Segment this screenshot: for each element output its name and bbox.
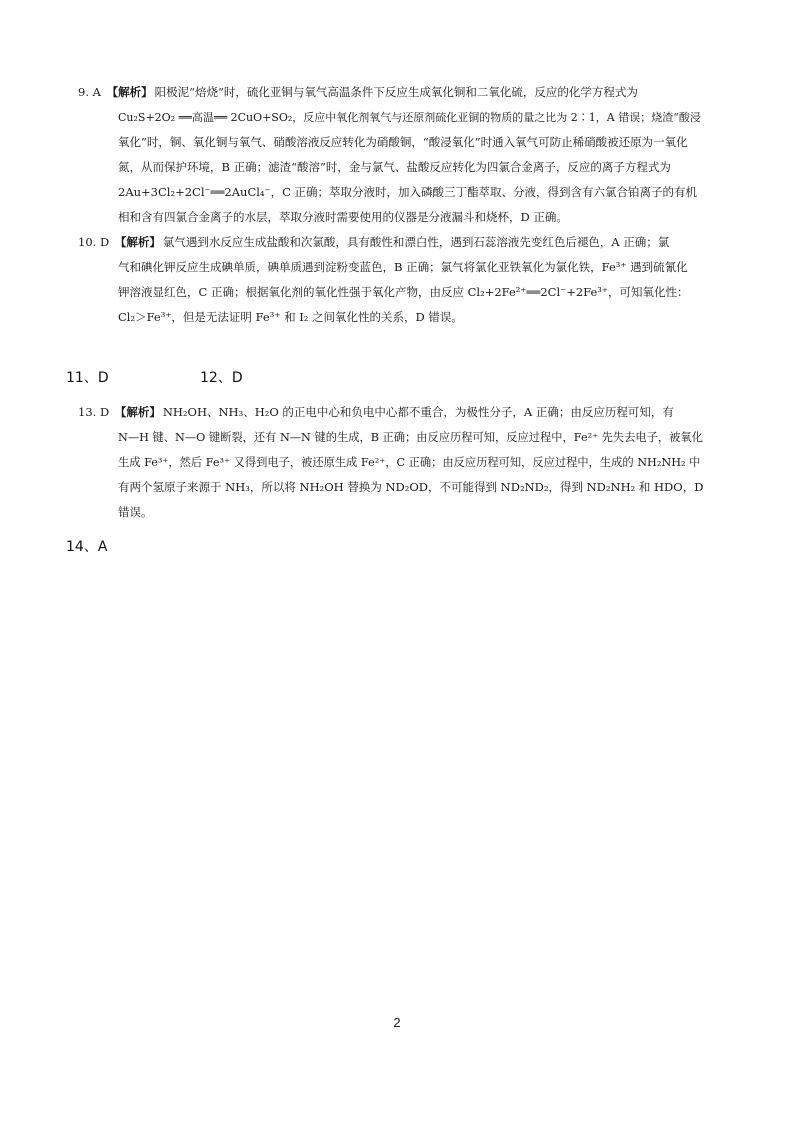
question-10-analysis	[78, 230, 712, 330]
answer-14: 14、A	[66, 539, 108, 555]
analysis-tag: 【解析】	[106, 85, 153, 99]
analysis-line: 2Au+3Cl₂+2Cl⁻══2AuCl₄⁻，C 正确；萃取分液时，加入磷酸三丁酯萃取、分液，得到含有六氯合铂离子的有机	[118, 185, 698, 199]
analysis-tag: 【解析】	[114, 405, 161, 419]
analysis-line: 氧化”时，铜、氧化铜与氧气、硝酸溶液反应转化为硝酸铜，“酸浸氧化”时通入氧气可防止稀硝酸被还原为一氧化	[118, 135, 688, 149]
analysis-line: 相和含有四氯合金离子的水层，萃取分液时需要使用的仪器是分液漏斗和烧杯，D 正确。	[118, 210, 568, 224]
analysis-line: 有两个氢原子来源于 NH₃，所以将 NH₂OH 替换为 ND₂OD，不可能得到 ND₂ND₂，得到 ND₂NH₂ 和 HDO，D	[118, 480, 704, 494]
analysis-line: 氯气遇到水反应生成盐酸和次氯酸，具有酸性和漂白性，遇到石蕊溶液先变红色后褪色，A 正确；氯	[162, 235, 670, 249]
answer-12: 12、D	[200, 370, 243, 386]
question-9-number: 9. A	[78, 85, 101, 99]
analysis-line: 生成 Fe³⁺，然后 Fe³⁺ 又得到电子，被还原生成 Fe²⁺，C 正确；由反应历程可知，反应过程中，生成的 NH₂NH₂ 中	[118, 456, 701, 469]
analysis-line: 氮，从而保护环境，B 正确；滤渣“酸溶”时，金与氯气、盐酸反应转化为四氯合金离子，反应的离子方程式为	[118, 160, 671, 174]
analysis-line: 钾溶液显红色，C 正确；根据氧化剂的氧化性强于氧化产物，由反应 Cl₂+2Fe²⁺══2Cl⁻+2Fe³⁺，可知氧化性：	[118, 285, 689, 299]
answer-11: 11、D	[66, 370, 109, 386]
analysis-line: 阳极泥“焙烧”时，硫化亚铜与氧气高温条件下反应生成氧化铜和二氧化硫，反应的化学方程式为	[154, 85, 638, 99]
analysis-line: Cu₂S+2O₂ ══高温══ 2CuO+SO₂，反应中氧化剂氧气与还原剂硫化亚铜的物质的量之比为 2∶1，A 错误；烧渣“酸浸	[118, 111, 701, 124]
analysis-line: 错误。	[118, 505, 153, 519]
analysis-line: 气和碘化钾反应生成碘单质，碘单质遇到淀粉变蓝色，B 正确；氯气将氯化亚铁氧化为氯化铁，Fe³⁺ 遇到硫氰化	[118, 260, 688, 274]
question-10-number: 10. D	[78, 235, 110, 249]
question-9-analysis	[78, 80, 712, 230]
analysis-line: N—H 键、N—O 键断裂，还有 N—N 键的生成，B 正确；由反应历程可知，反应过程中，Fe²⁺ 先失去电子，被氧化	[118, 431, 703, 444]
question-13-number: 13. D	[78, 405, 110, 419]
analysis-line: NH₂OH、NH₃、H₂O 的正电中心和负电中心都不重合，为极性分子，A 正确；由反应历程可知，有	[162, 405, 674, 419]
analysis-line: Cl₂＞Fe³⁺，但是无法证明 Fe³⁺ 和 I₂ 之间氧化性的关系，D 错误。	[118, 310, 463, 324]
analysis-tag: 【解析】	[114, 235, 161, 249]
question-13-analysis	[78, 400, 712, 525]
page-number: 2	[393, 1015, 401, 1030]
